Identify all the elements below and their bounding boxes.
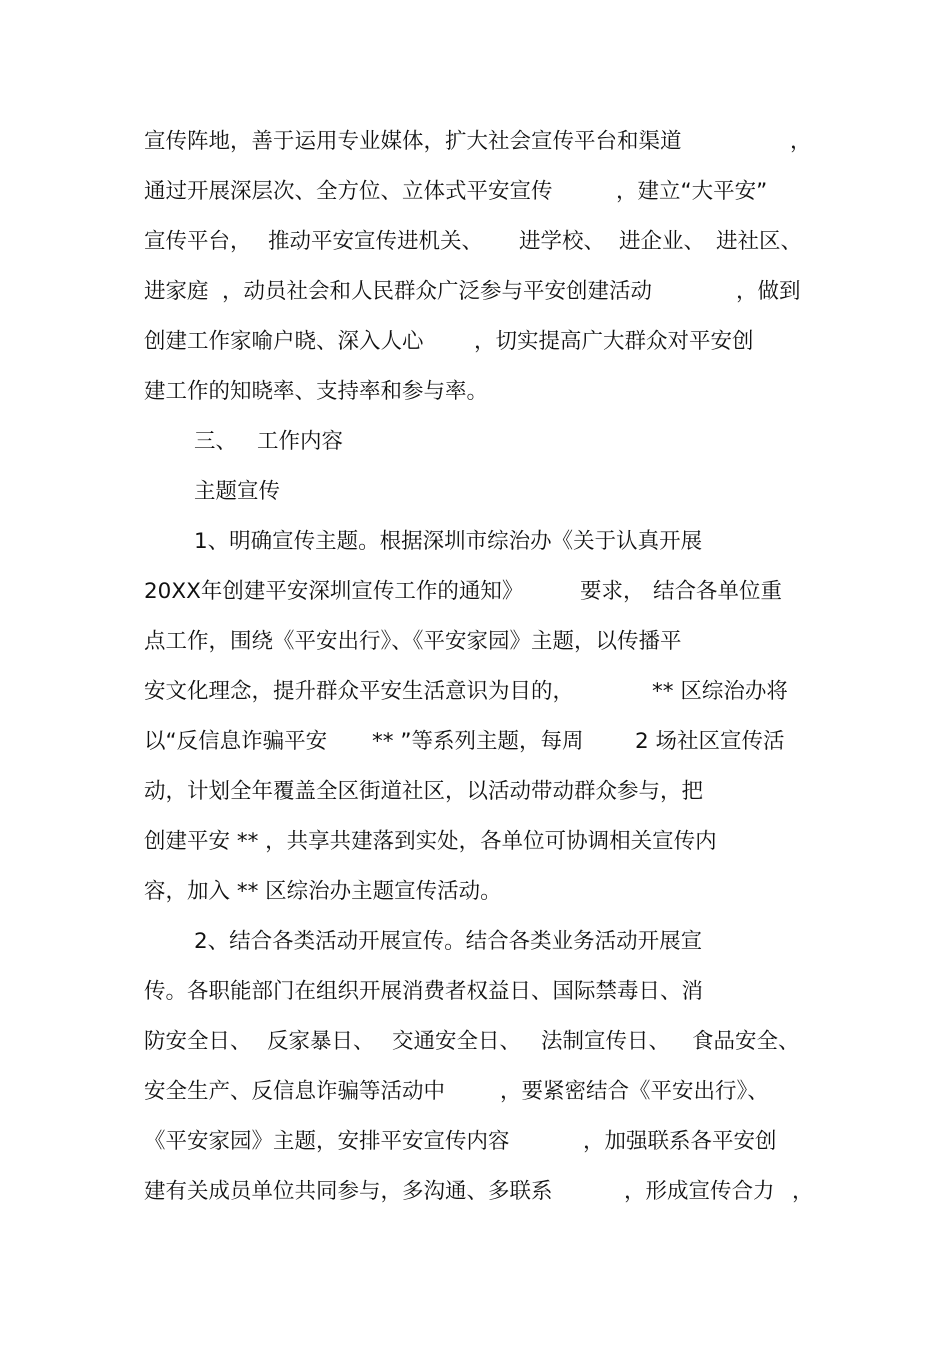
text-line	[0, 1076, 950, 1108]
text-segment: 传。各职能部门在组织开展消费者权益日、国际禁毒日、消	[144, 979, 704, 1004]
text-segment: 宣传阵地，善于运用专业媒体，扩大社会宣传平台和渠道	[144, 129, 682, 154]
text-line	[0, 876, 950, 908]
text-line	[0, 126, 950, 158]
text-line	[0, 826, 950, 858]
text-segment: ，加强联系各平安创	[583, 1129, 777, 1154]
text-line	[0, 226, 950, 258]
subsection-title: 主题宣传	[194, 479, 281, 504]
text-line	[0, 976, 950, 1008]
text-segment: ，动员社会和人民群众广泛参与平安创建活动	[222, 279, 653, 304]
text-segment: ** 区综治办将	[652, 679, 788, 704]
text-segment: 进社区、	[716, 229, 803, 254]
text-segment: 20XX年创建平安深圳宣传工作的通知》	[144, 579, 524, 604]
text-segment: 防安全日、	[144, 1029, 252, 1054]
text-segment: ，切实提高广大群众对平安创	[474, 329, 754, 354]
text-line	[0, 626, 950, 658]
text-segment: 1、明确宣传主题。根据深圳市综治办《关于认真开展	[194, 529, 703, 554]
text-segment: 进家庭	[144, 279, 209, 304]
text-segment: 2、结合各类活动开展宣传。结合各类业务活动开展宣	[194, 929, 703, 954]
text-line	[0, 926, 950, 958]
text-line	[0, 526, 950, 558]
text-line	[0, 576, 950, 608]
text-segment: 《平安家园》主题，安排平安宣传内容	[144, 1129, 510, 1154]
text-segment: 食品安全、	[692, 1029, 800, 1054]
text-segment: ，形成宣传合力	[624, 1179, 775, 1204]
section-number: 三、	[194, 429, 238, 454]
text-segment: 推动平安宣传进机关、	[268, 229, 484, 254]
text-line	[0, 326, 950, 358]
section-title: 工作内容	[257, 429, 344, 454]
text-segment: ，	[790, 129, 812, 154]
text-segment: ，要紧密结合《平安出行》、	[500, 1079, 769, 1104]
subsection-heading	[0, 476, 950, 508]
text-segment: 进学校、	[519, 229, 606, 254]
text-line	[0, 1126, 950, 1158]
text-segment: ，	[792, 1179, 814, 1204]
text-segment: 建工作的知晓率、支持率和参与率。	[144, 379, 489, 404]
text-line	[0, 726, 950, 758]
text-line	[0, 676, 950, 708]
text-segment: 建有关成员单位共同参与，多沟通、多联系	[144, 1179, 553, 1204]
text-segment: 以“反信息诈骗平安	[144, 729, 328, 754]
text-segment: 安文化理念，提升群众平安生活意识为目的，	[144, 679, 575, 704]
text-segment: 宣传平台，	[144, 229, 252, 254]
text-line	[0, 1176, 950, 1208]
text-segment: 创建工作家喻户晓、深入人心	[144, 329, 424, 354]
text-segment: ，做到	[736, 279, 801, 304]
section-heading	[0, 426, 950, 458]
text-line	[0, 276, 950, 308]
text-segment: ，建立“大平安”	[616, 179, 768, 204]
text-segment: 点工作，围绕《平安出行》、《平安家园》主题，以传播平	[144, 629, 682, 654]
text-segment: 交通安全日、	[392, 1029, 522, 1054]
text-segment: 安全生产、反信息诈骗等活动中	[144, 1079, 446, 1104]
text-segment: 通过开展深层次、全方位、立体式平安宣传	[144, 179, 553, 204]
text-segment: 创建平安 ** ，共享共建落到实处，各单位可协调相关宣传内	[144, 829, 717, 854]
text-segment: 2 场社区宣传活	[635, 729, 785, 754]
text-segment: 进企业、	[619, 229, 706, 254]
text-line	[0, 776, 950, 808]
text-segment: 反家暴日、	[267, 1029, 375, 1054]
text-line	[0, 376, 950, 408]
text-segment: ** ”等系列主题，每周	[372, 729, 584, 754]
text-segment: 容，加入 ** 区综治办主题宣传活动。	[144, 879, 502, 904]
text-segment: 要求，	[580, 579, 645, 604]
text-segment: 法制宣传日、	[541, 1029, 671, 1054]
text-line	[0, 176, 950, 208]
text-line	[0, 1026, 950, 1058]
text-segment: 结合各单位重	[653, 579, 783, 604]
text-segment: 动，计划全年覆盖全区街道社区，以活动带动群众参与，把	[144, 779, 704, 804]
